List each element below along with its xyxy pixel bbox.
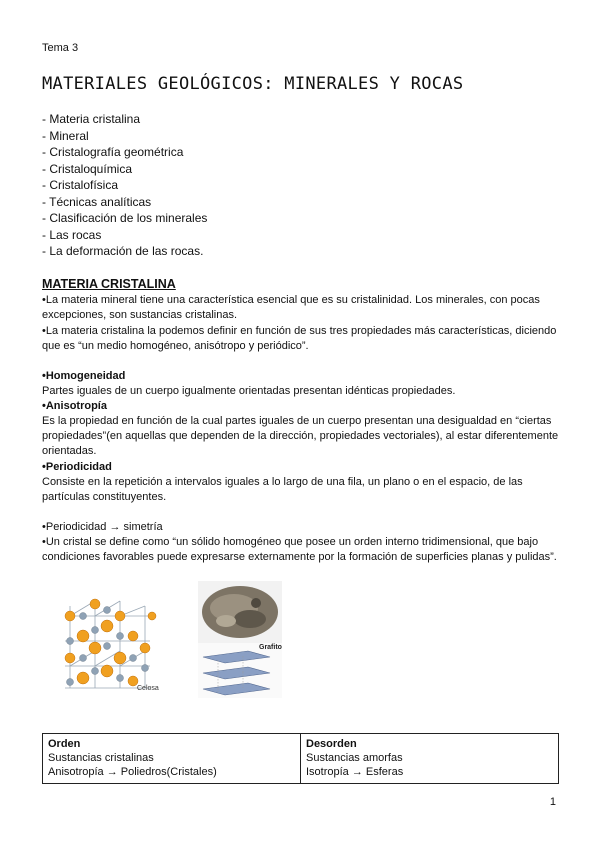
toc-item: - Clasificación de los minerales: [42, 211, 208, 225]
section-heading: MATERIA CRISTALINA: [42, 277, 176, 291]
toc-item: - Técnicas analíticas: [42, 194, 152, 209]
lattice-caption: Celosa: [137, 685, 159, 692]
homogeneidad-text: Partes iguales de un cuerpo igualmente orientadas presentan idénticas propiedades.: [42, 385, 456, 397]
lattice-illustration: [55, 596, 167, 696]
order-header: Orden: [48, 738, 81, 750]
graphite-caption: Grafito: [259, 644, 282, 651]
graphite-layers: [198, 643, 282, 698]
disorder-line-1: Sustancias amorfas: [306, 752, 403, 764]
anisotropia-heading: •Anisotropía: [42, 400, 107, 412]
toc-item: - Cristaloquímica: [42, 161, 133, 176]
toc-item: - La deformación de las rocas.: [42, 244, 204, 258]
anisotropia-text: Es la propiedad en función de la cual partes iguales de un cuerpo presentan una desigualdad en “ciertas propiedades”(en aquellas que dependen de la dirección, propiedades vectoriales), al estar diferentemente orientadas.: [42, 415, 559, 458]
table-row: [43, 734, 559, 784]
intro-paragraph-1: •La materia mineral tiene una característica esencial que es su cristalinidad. Los minerales, con pocas excepciones, son sustancias cristalinas.: [42, 294, 540, 322]
toc-item: - Materia cristalina: [42, 112, 141, 126]
table-of-contents: [42, 111, 207, 260]
disorder-header: Desorden: [306, 738, 357, 750]
page-title: MATERIALES GEOLÓGICOS: MINERALES Y ROCAS: [42, 74, 464, 94]
disorder-cell: [301, 734, 559, 784]
cristal-definition: •Un cristal se define como “un sólido homogéneo que posee un orden interno tridimensional, que bajo condiciones favorables puede expresarse externamente por la formación de superficies planas y pulidas”.: [42, 536, 557, 564]
rock-photo: [198, 581, 282, 643]
order-cell: [43, 734, 301, 784]
rock-texture: [198, 581, 282, 643]
homogeneidad-heading: •Homogeneidad: [42, 370, 126, 382]
periodicidad-text: Consiste en la repetición a intervalos iguales a lo largo de una fila, un plano o en el espacio, de las partículas constituyentes.: [42, 476, 523, 504]
toc-item: - Cristalofísica: [42, 178, 119, 192]
crystal-lattice-figure: [55, 596, 167, 696]
order-line-2: Anisotropía → Poliedros(Cristales): [48, 766, 217, 778]
order-disorder-table: [42, 733, 559, 784]
toc-item: - Cristalografía geométrica: [42, 145, 184, 159]
graphite-structure-figure: [198, 643, 282, 698]
intro-paragraph-2: •La materia cristalina la podemos definir en función de sus tres propiedades más características, diciendo que es “un medio homogéneo, anisótropo y periódico”.: [42, 325, 557, 353]
order-line-1: Sustancias cristalinas: [48, 752, 154, 764]
simetria-line: •Periodicidad → simetría: [42, 521, 163, 533]
periodicidad-heading: •Periodicidad: [42, 461, 112, 473]
toc-item: - Las rocas: [42, 227, 102, 242]
topic-label: Tema 3: [42, 42, 79, 54]
disorder-line-2: Isotropía → Esferas: [306, 766, 404, 778]
page-number: 1: [549, 796, 556, 808]
toc-item: - Mineral: [42, 128, 89, 143]
